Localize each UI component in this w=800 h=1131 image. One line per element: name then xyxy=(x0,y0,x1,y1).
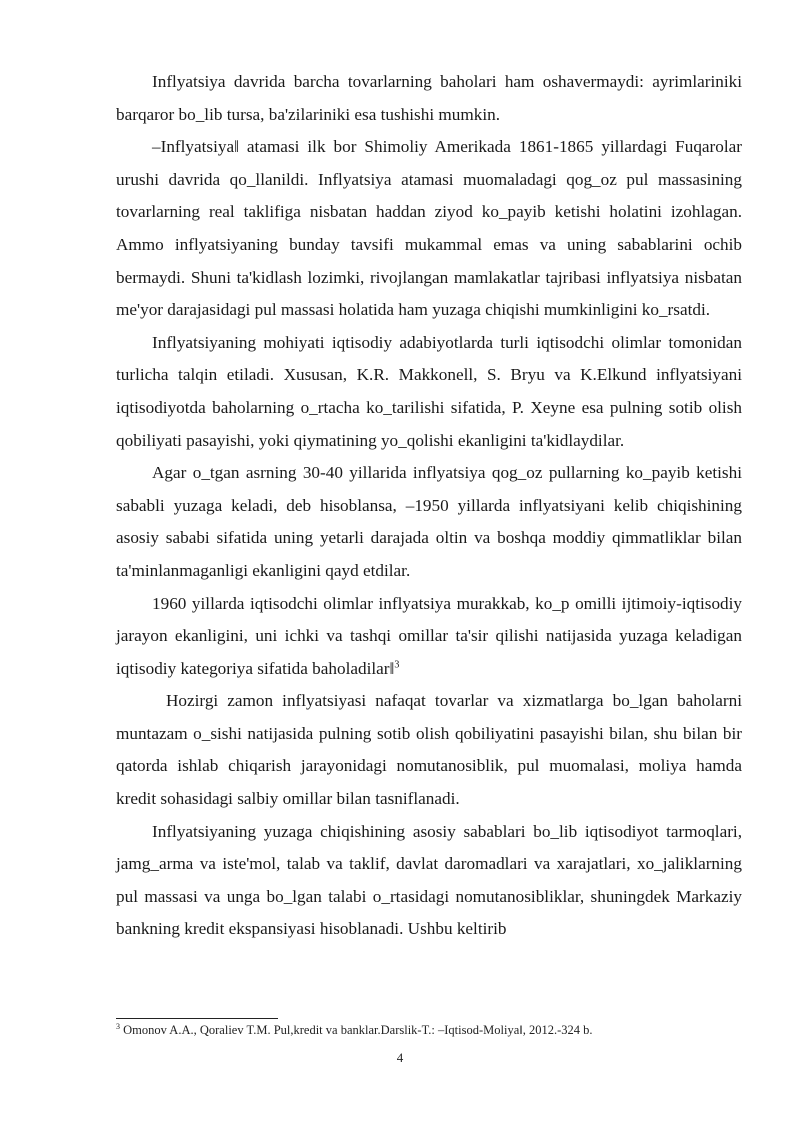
paragraph-3: Inflyatsiyaning mohiyati iqtisodiy adabiyotlarda turli iqtisodchi olimlar tomonidan turlicha talqin etiladi. Xususan, K.R. Makkonell, S. Bryu va K.Elkund inflyatsiyani iqtisodiyotda baholarning o_rtacha ko_tarilishi sifatida, P. Xeyne esa pulning sotib olish qobiliyati pasayishi, yoki qiymatining yo_qolishi ekanligini ta'kidlaydilar. xyxy=(116,332,742,450)
paragraph-5-text: 1960 yillarda iqtisodchi olimlar inflyatsiya murakkab, ko_p omilli ijtimoiy-iqtisodiy jarayon ekanligini, uni ichki va tashqi omillar ta'sir qilishi natijasida yuzaga keladigan iqtisodiy kategoriya sifatida baholadilar‖ xyxy=(116,593,742,678)
paragraph-6: Hozirgi zamon inflyatsiyasi nafaqat tovarlar va xizmatlarga bo_lgan baholarni muntazam o_sishi natijasida pulning sotib olish qobiliyatini pasayishi bilan, shu bilan bir qatorda ishlab chiqarish jarayonidagi nomutanosiblik, pul muomalasi, moliya hamda kredit sohasidagi salbiy omillar bilan tasniflanadi. xyxy=(116,691,742,809)
footnote-marker: 3 xyxy=(116,1021,120,1031)
body-text xyxy=(116,66,742,946)
paragraph-1: Inflyatsiya davrida barcha tovarlarning baholari ham oshavermaydi: ayrimlariniki barqaror bo_lib tursa, ba'zilariniki esa tushishi mumkin. xyxy=(116,72,742,124)
page-number: 4 xyxy=(396,1050,404,1065)
footnote-text: Omonov A.A., Qoraliev T.M. Pul,kredit va banklar.Darslik-T.: –Iqtisod-Moliya‖, 2012.-324 b. xyxy=(120,1023,593,1037)
footnote-separator xyxy=(116,1018,278,1019)
paragraph-4: Agar o_tgan asrning 30-40 yillarida inflyatsiya qog_oz pullarning ko_payib ketishi sababli yuzaga keladi, deb hisoblansa, –1950 yillarda inflyatsiyani kelib chiqishining asosiy sababi sifatida uning yetarli darajada oltin va boshqa moddiy qimmatliklar bilan ta'minlanmaganligi ekanligini qayd etdilar. xyxy=(116,463,742,580)
paragraph-5 xyxy=(116,588,742,686)
footnote xyxy=(116,1022,756,1038)
footnote-reference[interactable]: 3 xyxy=(394,658,400,670)
paragraph-7: Inflyatsiyaning yuzaga chiqishining asosiy sabablari bo_lib iqtisodiyot tarmoqlari, jamg_arma va iste'mol, talab va taklif, davlat daromadlari va xarajatlari, xo_jaliklarning pul massasi va unga bo_lgan talabi o_rtasidagi nomutanosibliklar, shuningdek Markaziy bankning kredit ekspansiyasi hisoblanadi. Ushbu keltirib xyxy=(116,821,742,939)
paragraph-2: –Inflyatsiya‖ atamasi ilk bor Shimoliy Amerikada 1861-1865 yillardagi Fuqarolar urushi davrida qo_llanildi. Inflyatsiya atamasi muomaladagi qog_oz pul massasining tovarlarning real taklifiga nisbatan haddan ziyod ko_payib ketishi holatini izohlagan. Ammo inflyatsiyaning bunday tavsifi mukammal emas va uning sabablarini ochib bermaydi. Shuni ta'kidlash lozimki, rivojlangan mamlakatlar tajribasi inflyatsiya nisbatan me'yor darajasidagi pul massasi holatida ham yuzaga chiqishi mumkinligini ko_rsatdi. xyxy=(116,137,742,320)
